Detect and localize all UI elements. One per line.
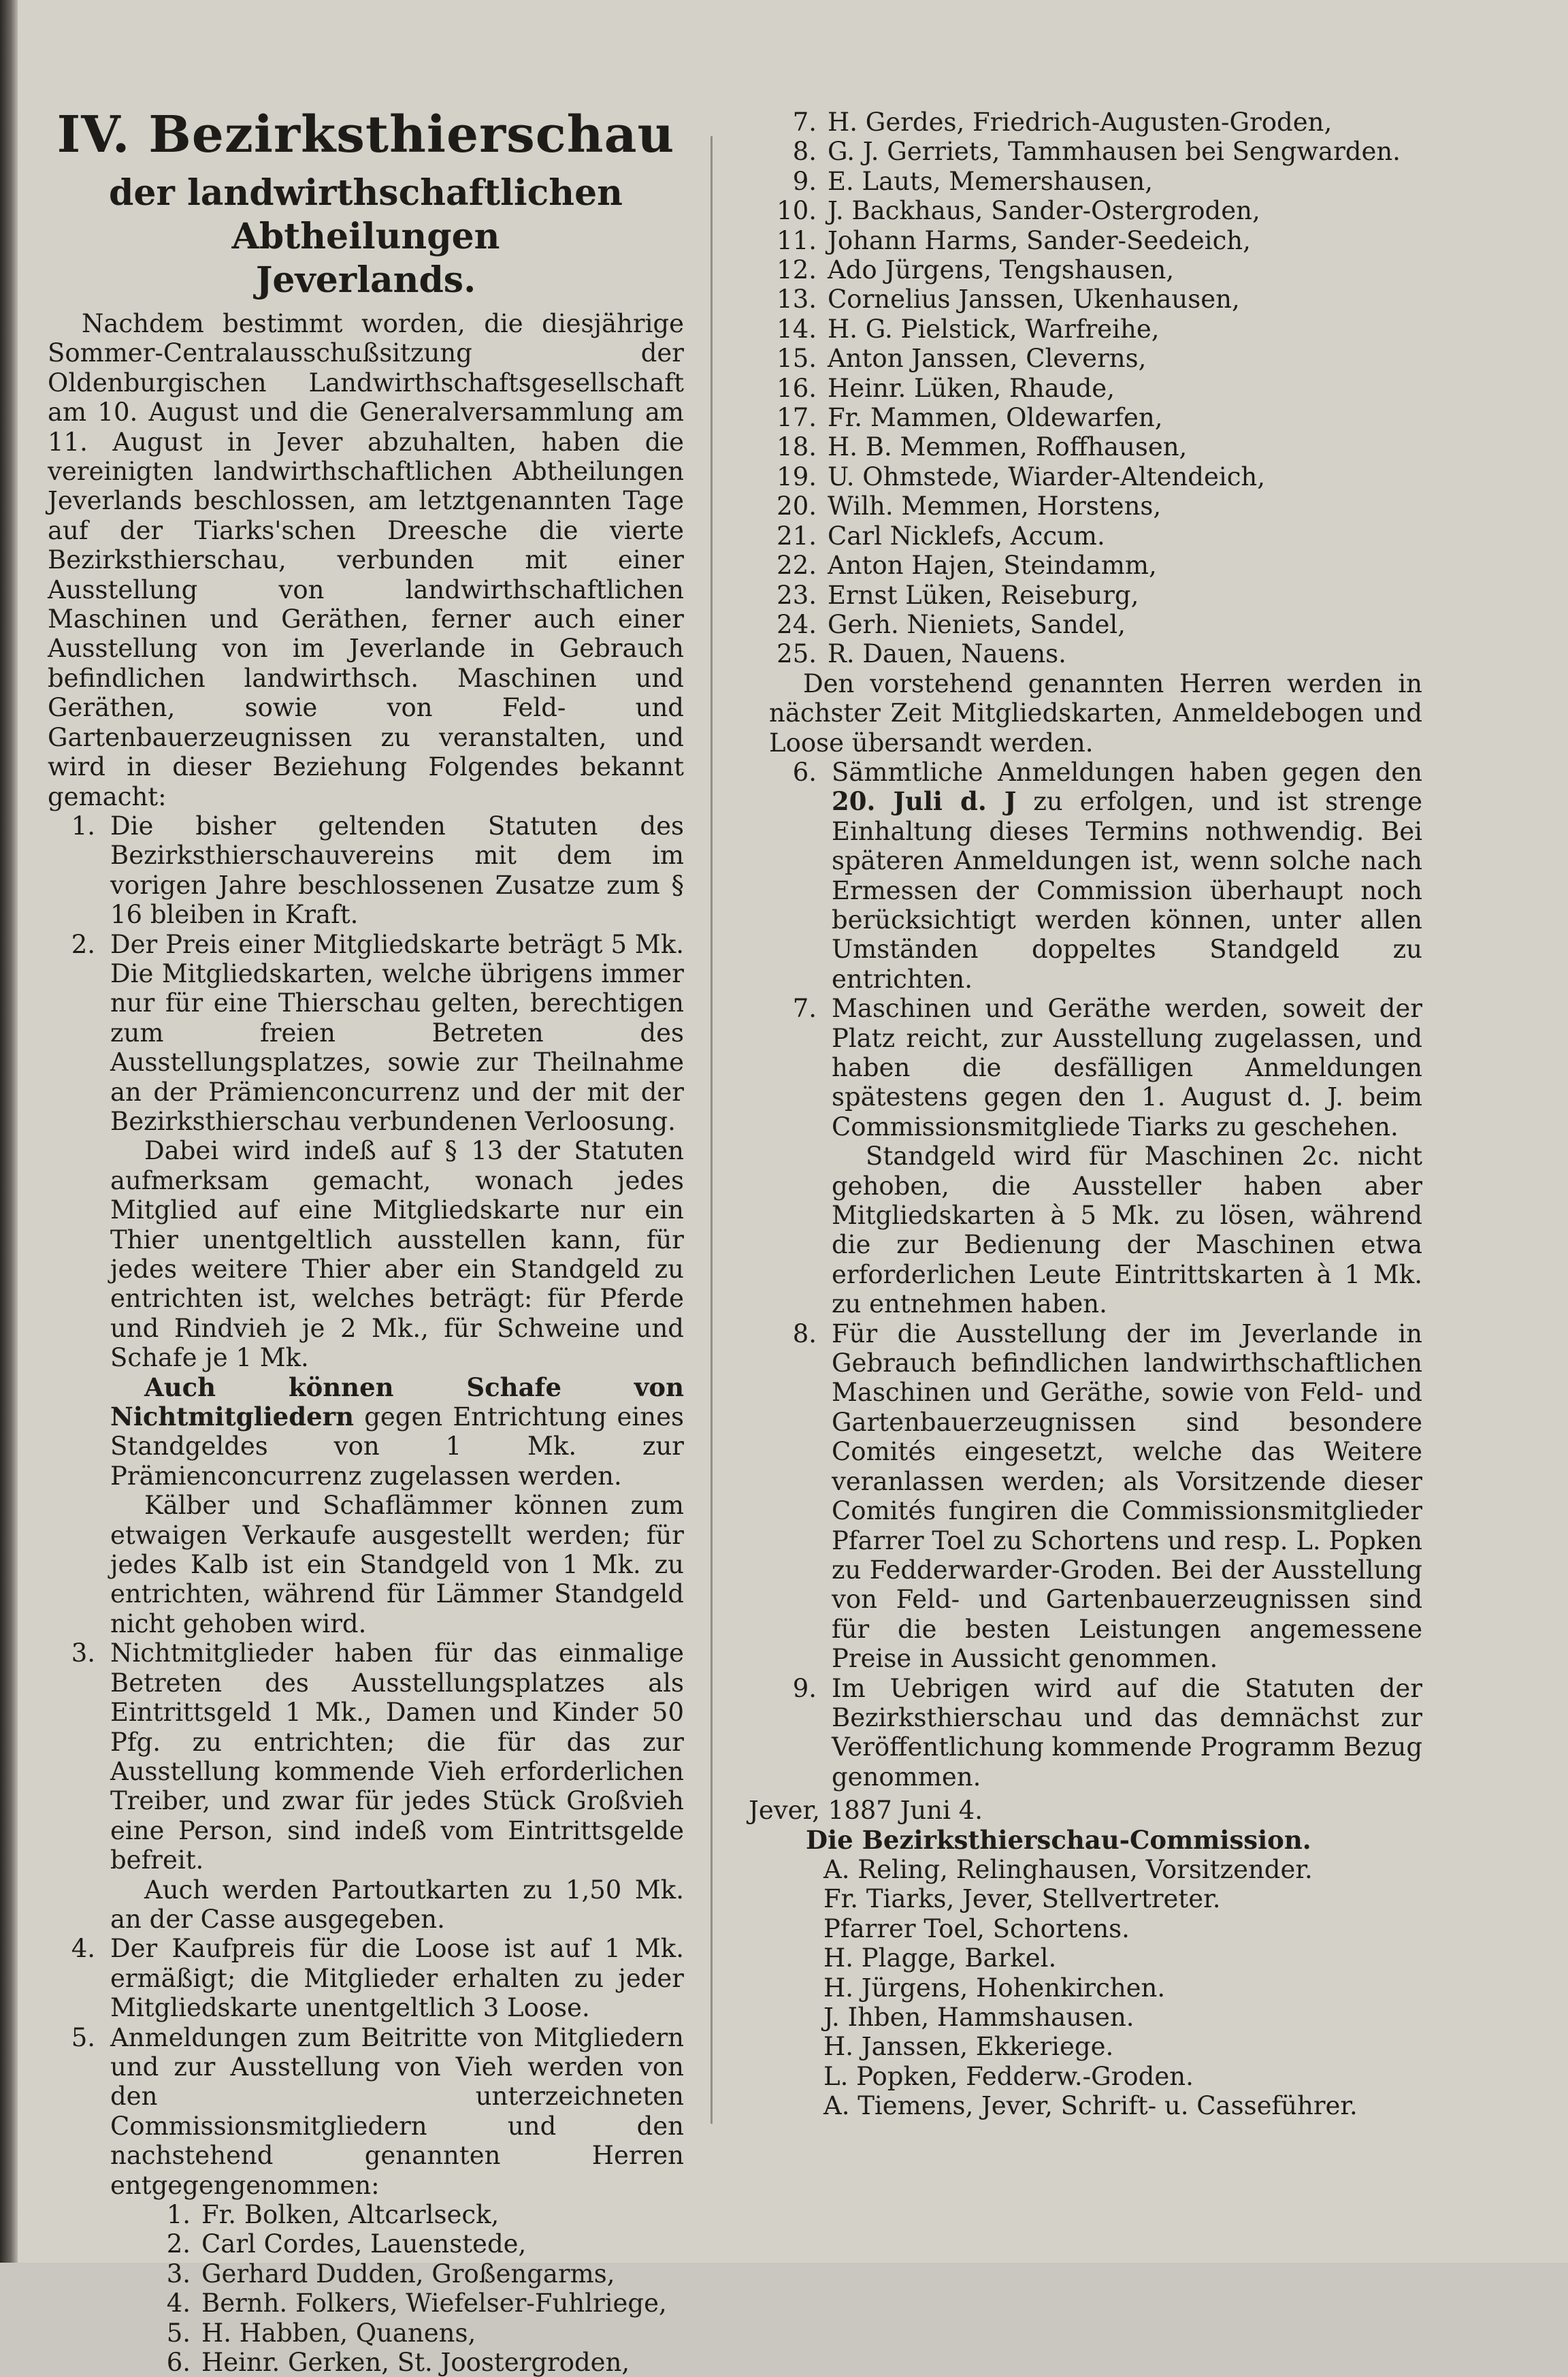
- list-item-name: Anton Hajen, Steindamm,: [828, 551, 1157, 581]
- after-list-paragraph: Den vorstehend genannten Herren werden in nächster Zeit Mitgliedskarten, Anmeldebogen und Loose übersandt werden.: [769, 668, 1422, 758]
- section-2: [48, 930, 684, 1639]
- list-item-number: 5.: [166, 2318, 191, 2348]
- list-item-number: 6.: [166, 2348, 191, 2377]
- list-item-name: Ernst Lüken, Reiseburg,: [828, 580, 1139, 610]
- document-title: IV. Bezirksthierschau: [56, 106, 675, 164]
- list-item-name: Wilh. Memmen, Horstens,: [828, 491, 1162, 521]
- section-6-text: [832, 758, 1422, 994]
- section-5-number: 5.: [71, 2022, 95, 2052]
- list-item: [769, 255, 1422, 285]
- member-item: H. Plagge, Barkel.: [823, 1943, 1057, 1973]
- list-item-name: H. B. Memmen, Roffhausen,: [828, 432, 1188, 462]
- section-1-number: 1.: [71, 811, 95, 841]
- section-6-deadline: 20. Juli d. J: [832, 786, 1017, 817]
- list-item-number: 1.: [166, 2200, 191, 2229]
- list-item: [769, 432, 1422, 462]
- section-6-number: 6.: [792, 757, 817, 787]
- list-item-number: 2.: [166, 2229, 191, 2259]
- list-item: [48, 2318, 684, 2348]
- list-item: [48, 2229, 684, 2259]
- member-item: J. Ihben, Hammshausen.: [823, 2003, 1134, 2032]
- section-7: [769, 994, 1422, 1319]
- list-item: [769, 639, 1422, 668]
- list-item-name: G. J. Gerriets, Tammhausen bei Sengwarden.: [828, 137, 1401, 167]
- member-item: A. Tiemens, Jever, Schrift- u. Casseführer.: [823, 2091, 1358, 2121]
- list-item-number: 13.: [777, 285, 817, 314]
- list-item-name: H. Gerdes, Friedrich-Augusten-Groden,: [828, 108, 1333, 137]
- agents-list-left: [48, 2200, 684, 2377]
- list-item: [769, 314, 1422, 344]
- section-9: [769, 1674, 1422, 1792]
- list-item: [769, 551, 1422, 580]
- section-1-text: Die bisher geltenden Statuten des Bezirksthierschauvereins mit dem im vorigen Jahre beschlossenen Zusatze zum § 16 bleiben in Kraft.: [110, 811, 684, 930]
- section-6: [769, 758, 1422, 994]
- commission-members: [769, 1855, 1422, 2121]
- list-item-name: Fr. Mammen, Oldewarfen,: [828, 403, 1163, 433]
- list-item-number: 20.: [777, 491, 817, 521]
- section-2-paragraph-4: Kälber und Schaflämmer können zum etwaigen Verkaufe ausgestellt werden; für jedes Kalb ist ein Standgeld von 1 Mk. zu entrichten, während für Lämmer Standgeld nicht gehoben wird.: [110, 1491, 684, 1638]
- section-2-paragraph-3-text: gegen Entrichtung eines Standgeldes von 1 Mk. zur Prämienconcurrenz zugelassen werden.: [110, 1402, 685, 1491]
- list-item: [769, 285, 1422, 314]
- list-item-name: R. Dauen, Nauens.: [828, 639, 1066, 669]
- list-item-name: Anton Janssen, Cleverns,: [828, 344, 1147, 374]
- section-9-text: Im Uebrigen wird auf die Statuten der Bezirksthierschau und das demnächst zur Veröffentlichung kommende Programm Bezug genommen.: [832, 1673, 1422, 1792]
- section-2-text: Der Preis einer Mitgliedskarte beträgt 5 Mk. Die Mitgliedskarten, welche übrigens immer nur für eine Thierschau gelten, berechtigen zum freien Betreten des Ausstellungsplatzes, sowie zur Theilnahme an der Prämienconcurrenz und der mit der Bezirksthierschau verbundenen Verloosung.: [110, 929, 684, 1136]
- page-binding-edge: [0, 0, 18, 2263]
- list-item-number: 24.: [777, 609, 817, 639]
- list-item: [769, 196, 1422, 225]
- section-6-text-end: zu erfolgen, und ist strenge Einhaltung dieses Termins nothwendig. Bei späteren Anmeldungen ist, wenn solche nach Ermessen der Commission überhaupt noch berücksichtigt werden können, unter allen Umständen doppeltes Standgeld zu entrichten.: [832, 787, 1422, 994]
- list-item-number: 14.: [777, 314, 817, 344]
- member-item: H. Jürgens, Hohenkirchen.: [823, 1973, 1166, 2003]
- list-item-number: 11.: [777, 225, 817, 255]
- intro-paragraph: Nachdem bestimmt worden, die diesjährige Sommer-Centralausschußsitzung der Oldenburgischen Landwirthschaftsgesellschaft am 10. August und die Generalversammlung am 11. August in Jever abzuhalten, haben die vereinigten landwirthschaftlichen Abtheilungen Jeverlands beschlossen, am letztgenannten Tage auf der Tiarks'schen Dreesche die vierte Bezirksthierschau, verbunden mit einer Ausstellung von landwirthschaftlichen Maschinen und Geräthen, ferner auch einer Ausstellung von im Jeverlande in Gebrauch befindlichen landwirthsch. Maschinen und Geräthen, sowie von Feld- und Gartenbauerzeugnissen zu veranstalten, und wird in dieser Beziehung Folgendes bekannt gemacht:: [48, 309, 684, 811]
- section-9-number: 9.: [792, 1673, 817, 1703]
- section-7-paragraph-2: Standgeld wird für Maschinen 2c. nicht gehoben, die Aussteller haben aber Mitgliedskarten à 5 Mk. zu lösen, während die zur Bedienung der Maschinen etwa erforderlichen Leute Eintrittskarten à 1 Mk. zu entnehmen haben.: [832, 1142, 1422, 1319]
- list-item-name: Gerh. Nieniets, Sandel,: [828, 609, 1126, 639]
- list-item-number: 9.: [792, 166, 817, 196]
- section-7-number: 7.: [792, 994, 817, 1024]
- commission-title: Die Bezirksthierschau-Commission.: [806, 1824, 1311, 1855]
- list-item-name: Carl Cordes, Lauenstede,: [201, 2229, 527, 2259]
- left-column: [48, 102, 684, 2377]
- section-4-number: 4.: [71, 1934, 95, 1964]
- list-item: [48, 2289, 684, 2318]
- list-item: [769, 403, 1422, 432]
- list-item-name: Carl Nicklefs, Accum.: [828, 521, 1105, 551]
- list-item: [769, 521, 1422, 551]
- list-item-number: 18.: [777, 432, 817, 462]
- section-5-text: Anmeldungen zum Beitritte von Mitgliedern und zur Ausstellung von Vieh werden von den unterzeichneten Commissionsmitgliedern und den nachstehend genannten Herren entgegengenommen:: [110, 2022, 684, 2200]
- member-item: Fr. Tiarks, Jever, Stellvertreter.: [823, 1884, 1221, 1914]
- member-item: A. Reling, Relinghausen, Vorsitzender.: [823, 1854, 1313, 1884]
- list-item-number: 25.: [777, 639, 817, 669]
- list-item-number: 23.: [777, 580, 817, 610]
- section-3-paragraph-2: Auch werden Partoutkarten zu 1,50 Mk. an der Casse ausgegeben.: [110, 1875, 684, 1934]
- list-item: [769, 108, 1422, 137]
- section-2-paragraph-3: [110, 1373, 684, 1491]
- list-item-name: J. Backhaus, Sander-Ostergroden,: [828, 196, 1260, 226]
- list-item-number: 17.: [777, 403, 817, 433]
- section-3-number: 3.: [71, 1638, 95, 1668]
- section-5: [48, 2023, 684, 2200]
- list-item-name: Gerhard Dudden, Großengarms,: [201, 2259, 615, 2289]
- section-8-number: 8.: [792, 1319, 817, 1348]
- list-item: [769, 491, 1422, 521]
- list-item-name: E. Lauts, Memershausen,: [828, 166, 1154, 196]
- list-item-name: U. Ohmstede, Wiarder-Altendeich,: [828, 462, 1266, 491]
- subtitle-line-2: Jeverlands.: [255, 259, 476, 301]
- section-1: [48, 811, 684, 930]
- column-divider: [710, 136, 713, 2124]
- list-item-name: Heinr. Gerken, St. Joostergroden,: [201, 2348, 630, 2377]
- member-item: Pfarrer Toel, Schortens.: [823, 1913, 1130, 1943]
- list-item-number: 21.: [777, 521, 817, 551]
- subtitle-line-1: der landwirthschaftlichen Abtheilungen: [109, 172, 623, 257]
- list-item: [48, 2348, 684, 2377]
- list-item-number: 4.: [166, 2289, 191, 2318]
- list-item-number: 12.: [777, 255, 817, 285]
- list-item-number: 3.: [166, 2259, 191, 2289]
- list-item-name: H. G. Pielstick, Warfreihe,: [828, 314, 1160, 344]
- section-3: [48, 1638, 684, 1934]
- list-item-number: 7.: [792, 108, 817, 137]
- list-item: [769, 167, 1422, 196]
- list-item: [48, 2259, 684, 2289]
- list-item: [48, 2200, 684, 2229]
- list-item: [769, 610, 1422, 639]
- date-line: Jever, 1887 Juni 4.: [749, 1796, 983, 1826]
- section-4-text: Der Kaufpreis für die Loose ist auf 1 Mk. ermäßigt; die Mitglieder erhalten zu jeder Mitgliedskarte unentgeltlich 3 Loose.: [110, 1934, 684, 2023]
- section-7-text: Maschinen und Geräthe werden, soweit der Platz reicht, zur Ausstellung zugelassen, und haben die desfälligen Anmeldungen spätestens gegen den 1. August d. J. beim Commissionsmitgliede Tiarks zu geschehen.: [832, 994, 1422, 1142]
- section-8-text: Für die Ausstellung der im Jeverlande in Gebrauch befindlichen landwirthschaftlichen Maschinen und Geräthe, sowie von Feld- und Gartenbauerzeugnissen sind besondere Comités eingesetzt, welche das Weitere veranlassen werden; als Vorsitzende dieser Comités fungiren die Commissionsmitglieder Pfarrer Toel zu Schortens und resp. L. Popken zu Fedderwarder-Groden. Bei der Ausstellung von Feld- und Gartenbauerzeugnissen sind für die besten Leistungen angemessene Preise in Aussicht genommen.: [832, 1319, 1422, 1674]
- list-item-number: 16.: [777, 373, 817, 403]
- list-item-name: Heinr. Lüken, Rhaude,: [828, 373, 1115, 403]
- list-item-name: Ado Jürgens, Tengshausen,: [828, 255, 1175, 285]
- list-item-name: H. Habben, Quanens,: [201, 2318, 476, 2348]
- list-item-number: 8.: [792, 137, 817, 167]
- list-item-name: Bernh. Folkers, Wiefelser-Fuhlriege,: [201, 2289, 667, 2318]
- list-item-number: 10.: [777, 196, 817, 226]
- document-page: [18, 0, 1568, 2377]
- section-2-number: 2.: [71, 929, 95, 959]
- section-2-bold-phrase: Auch können Schafe von Nichtmitgliedern: [110, 1372, 684, 1432]
- right-column: [749, 108, 1422, 2121]
- section-4: [48, 1934, 684, 2022]
- list-item: [769, 581, 1422, 610]
- section-2-paragraph-2: Dabei wird indeß auf § 13 der Statuten aufmerksam gemacht, wonach jedes Mitglied auf eine Mitgliedskarte nur ein Thier unentgeltlich ausstellen kann, für jedes weitere Thier aber ein Standgeld zu entrichten ist, welches beträgt: für Pferde und Rindvieh je 2 Mk., für Schweine und Schafe je 1 Mk.: [110, 1136, 684, 1373]
- list-item-name: Fr. Bolken, Altcarlseck,: [201, 2200, 500, 2229]
- list-item-number: 22.: [777, 551, 817, 581]
- list-item: [769, 226, 1422, 255]
- list-item: [769, 137, 1422, 166]
- agents-list-right: [769, 108, 1422, 669]
- list-item-name: Johann Harms, Sander-Seedeich,: [828, 225, 1251, 255]
- list-item-number: 15.: [777, 344, 817, 374]
- member-item: L. Popken, Fedderw.-Groden.: [823, 2061, 1194, 2091]
- section-6-text-start: Sämmtliche Anmeldungen haben gegen den: [832, 757, 1422, 787]
- list-item: [769, 462, 1422, 491]
- list-item: [769, 344, 1422, 373]
- section-8: [769, 1319, 1422, 1674]
- list-item-name: Cornelius Janssen, Ukenhausen,: [828, 285, 1240, 314]
- section-3-text: Nichtmitglieder haben für das einmalige Betreten des Ausstellungsplatzes als Eintrittsgeld 1 Mk., Damen und Kinder 50 Pfg. zu entrichten; die für das zur Ausstellung kommende Vieh erforderlichen Treiber, und zwar für jedes Stück Großvieh eine Person, sind indeß vom Eintrittsgelde befreit.: [110, 1638, 684, 1875]
- member-item: H. Janssen, Ekkeriege.: [823, 2032, 1114, 2062]
- list-item: [769, 374, 1422, 403]
- list-item-number: 19.: [777, 462, 817, 491]
